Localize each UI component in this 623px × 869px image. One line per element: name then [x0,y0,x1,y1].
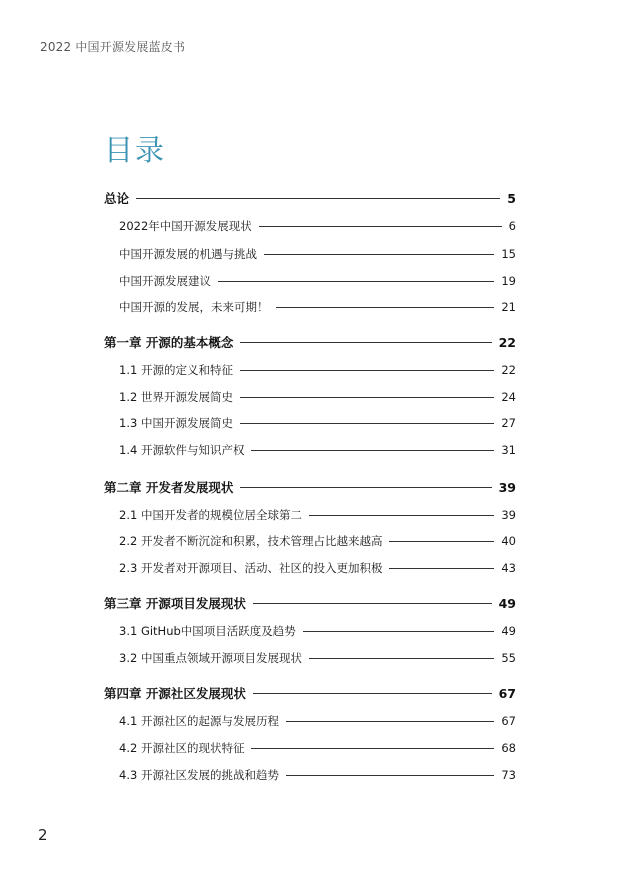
toc-leader-line [240,342,491,343]
toc-entry-label: 2.3 开发者对开源项目、活动、社区的投入更加积极 [119,561,383,575]
toc-section-entry[interactable] [119,361,516,379]
toc-section-entry[interactable] [119,739,516,757]
toc-entry-label: 1.3 中国开源发展简史 [119,416,233,430]
toc-entry-page: 67 [501,714,516,728]
toc-entry-page: 22 [498,334,516,350]
toc-chapter-entry[interactable] [104,594,516,612]
toc-section-entry[interactable] [119,766,516,784]
toc-leader-line [309,515,494,516]
toc-entry-page: 49 [498,595,516,611]
toc-section-entry[interactable] [119,298,516,316]
toc-leader-line [240,370,494,371]
toc-title: 目录 [104,133,167,167]
toc-entry-label: 3.2 中国重点领域开源项目发展现状 [119,651,302,665]
toc-entry-label: 2.1 中国开发者的规模位居全球第二 [119,508,302,522]
toc-entry-page: 73 [501,768,516,782]
toc-entry-page: 21 [501,300,516,314]
toc-leader-line [309,658,494,659]
toc-entry-label: 第二章 开发者发展现状 [104,480,234,495]
toc-chapter-entry[interactable] [104,684,516,702]
toc-section-entry[interactable] [119,245,516,263]
toc-entry-label: 中国开源的发展，未来可期！ [119,300,269,314]
toc-entry-page: 24 [501,390,516,404]
toc-leader-line [303,631,495,632]
toc-leader-line [240,397,494,398]
toc-leader-line [251,450,494,451]
toc-entry-label: 2.2 开发者不断沉淀和积累，技术管理占比越来越高 [119,534,383,548]
toc-leader-line [251,748,494,749]
toc-leader-line [276,307,495,308]
toc-entry-label: 1.1 开源的定义和特征 [119,363,233,377]
toc-entry-label: 4.1 开源社区的起源与发展历程 [119,714,279,728]
toc-entry-label: 第四章 开源社区发展现状 [104,686,246,701]
toc-entry-label: 中国开源发展建议 [119,274,211,288]
toc-section-entry[interactable] [119,441,516,459]
toc-section-entry[interactable] [119,506,516,524]
toc-leader-line [136,198,500,199]
toc-leader-line [240,487,491,488]
toc-leader-line [253,603,492,604]
toc-entry-page: 39 [498,479,516,495]
toc-leader-line [240,423,494,424]
toc-leader-line [264,254,494,255]
toc-entry-page: 31 [501,443,516,457]
toc-chapter-entry[interactable] [104,478,516,496]
toc-section-entry[interactable] [119,532,516,550]
toc-section-entry[interactable] [119,414,516,432]
toc-entry-page: 22 [501,363,516,377]
toc-entry-label: 4.2 开源社区的现状特征 [119,741,245,755]
toc-entry-label: 3.1 GitHub中国项目活跃度及趋势 [119,624,296,638]
toc-section-entry[interactable] [119,388,516,406]
toc-entry-page: 19 [501,274,516,288]
toc-entry-page: 6 [508,219,516,233]
toc-entry-page: 43 [501,561,516,575]
toc-leader-line [253,693,492,694]
toc-leader-line [259,226,502,227]
toc-entry-label: 1.4 开源软件与知识产权 [119,443,245,457]
toc-entry-page: 15 [501,247,516,261]
toc-entry-page: 40 [501,534,516,548]
toc-leader-line [389,541,494,542]
toc-entry-page: 39 [501,508,516,522]
toc-entry-label: 1.2 世界开源发展简史 [119,390,233,404]
toc-entry-label: 总论 [104,191,130,206]
toc-section-entry[interactable] [119,217,516,235]
toc-entry-page: 68 [501,741,516,755]
toc-entry-page: 5 [507,190,516,206]
toc-entry-label: 中国开源发展的机遇与挑战 [119,247,257,261]
toc-section-entry[interactable] [119,622,516,640]
toc-leader-line [286,775,494,776]
toc-entry-page: 27 [501,416,516,430]
page-number: 2 [38,826,48,844]
toc-chapter-entry[interactable] [104,189,516,207]
toc-entry-page: 67 [498,685,516,701]
toc-entry-page: 49 [501,624,516,638]
toc-entry-label: 4.3 开源社区发展的挑战和趋势 [119,768,279,782]
toc-leader-line [218,281,494,282]
running-header: 2022 中国开源发展蓝皮书 [40,40,186,54]
toc-entry-page: 55 [501,651,516,665]
toc-entry-label: 第三章 开源项目发展现状 [104,596,246,611]
toc-leader-line [389,568,494,569]
toc-section-entry[interactable] [119,559,516,577]
toc-section-entry[interactable] [119,272,516,290]
toc-entry-label: 第一章 开源的基本概念 [104,335,234,350]
toc-entry-label: 2022年中国开源发展现状 [119,219,252,233]
toc-leader-line [286,721,494,722]
toc-section-entry[interactable] [119,649,516,667]
toc-section-entry[interactable] [119,712,516,730]
toc-chapter-entry[interactable] [104,333,516,351]
